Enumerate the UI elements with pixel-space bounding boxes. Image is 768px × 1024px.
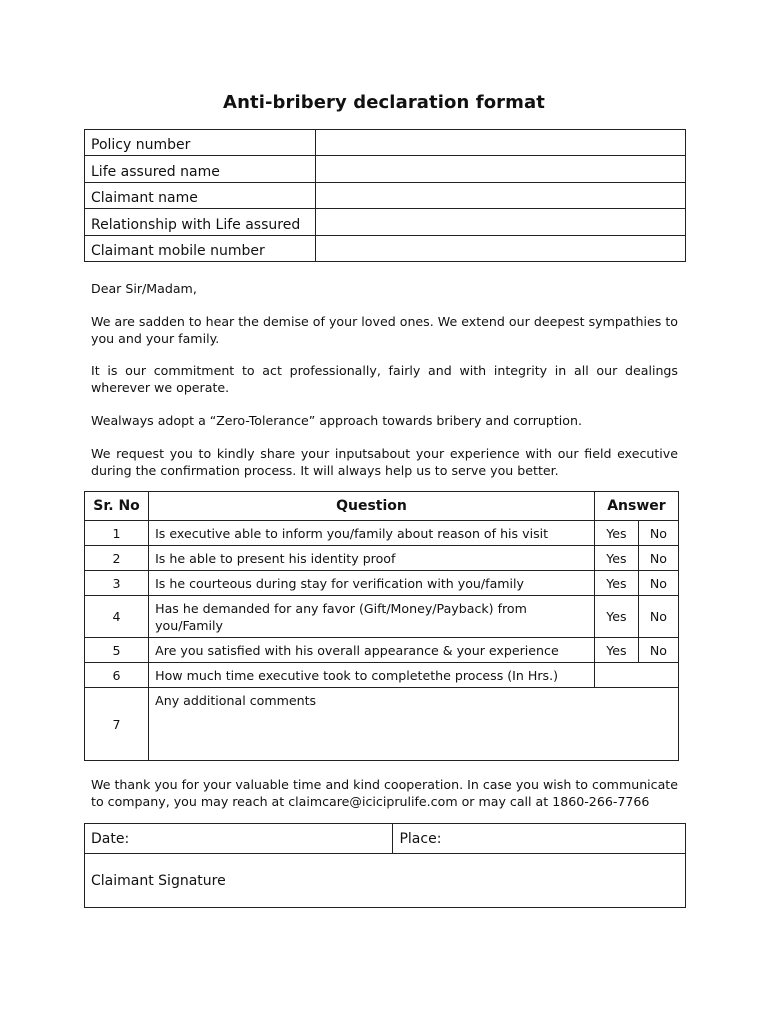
relationship-label: Relationship with Life assured [85, 209, 316, 235]
answer-yes-option[interactable]: Yes [594, 638, 638, 663]
answer-no-option[interactable]: No [638, 596, 678, 638]
claimant-name-field[interactable] [315, 182, 685, 208]
letter-paragraph-commitment: It is our commitment to act professionally, fairly and with integrity in all our dealings wherever we operate. [91, 363, 678, 395]
answer-yes-option[interactable]: Yes [594, 571, 638, 596]
sr-no-header: Sr. No [85, 492, 149, 521]
table-row [85, 688, 679, 761]
claimant-signature-field[interactable]: Claimant Signature [85, 854, 686, 908]
answer-header: Answer [594, 492, 678, 521]
mobile-number-field[interactable] [315, 235, 685, 261]
sr-no-cell: 4 [85, 596, 149, 638]
question-cell: Has he demanded for any favor (Gift/Money/Payback) from you/Family [149, 596, 595, 638]
claimant-name-label: Claimant name [85, 182, 316, 208]
sr-no-cell: 3 [85, 571, 149, 596]
claimant-info-table [84, 129, 686, 262]
answer-yes-option[interactable]: Yes [594, 546, 638, 571]
table-row [85, 571, 679, 596]
answer-no-option[interactable]: No [638, 546, 678, 571]
closing-paragraph: We thank you for your valuable time and kind cooperation. In case you wish to communicate to company, you may reach at claimcare@iciciprulife.com or may call at 1860-266-7766 [91, 777, 678, 809]
question-cell: Are you satisfied with his overall appearance & your experience [149, 638, 595, 663]
relationship-field[interactable] [315, 209, 685, 235]
question-header: Question [149, 492, 595, 521]
page-title: Anti-bribery declaration format [223, 92, 545, 113]
sr-no-cell: 5 [85, 638, 149, 663]
date-place-row [85, 824, 686, 854]
letter-paragraph-zero-tolerance: Wealways adopt a “Zero-Tolerance” approach towards bribery and corruption. [91, 413, 582, 428]
questions-header-row [85, 492, 679, 521]
info-row-relationship [85, 209, 686, 235]
letter-paragraph-sympathy: We are sadden to hear the demise of your loved ones. We extend our deepest sympathies to you and your family. [91, 314, 678, 346]
question-cell: Is executive able to inform you/family about reason of his visit [149, 521, 595, 546]
life-assured-name-field[interactable] [315, 156, 685, 182]
info-row-policy-number [85, 130, 686, 156]
additional-comments-field[interactable]: Any additional comments [149, 688, 679, 761]
policy-number-label: Policy number [85, 130, 316, 156]
signature-table [84, 823, 686, 908]
question-cell: How much time executive took to completethe process (In Hrs.) [149, 663, 595, 688]
answer-yes-option[interactable]: Yes [594, 521, 638, 546]
table-row [85, 521, 679, 546]
questions-table [84, 491, 679, 761]
table-row [85, 596, 679, 638]
time-taken-answer-field[interactable] [594, 663, 678, 688]
letter-salutation: Dear Sir/Madam, [91, 281, 197, 296]
policy-number-field[interactable] [315, 130, 685, 156]
place-field[interactable]: Place: [393, 824, 686, 854]
table-row [85, 663, 679, 688]
sr-no-cell: 7 [85, 688, 149, 761]
life-assured-name-label: Life assured name [85, 156, 316, 182]
sr-no-cell: 2 [85, 546, 149, 571]
table-row [85, 546, 679, 571]
info-row-claimant-name [85, 182, 686, 208]
signature-row [85, 854, 686, 908]
answer-yes-option[interactable]: Yes [594, 596, 638, 638]
answer-no-option[interactable]: No [638, 638, 678, 663]
table-row [85, 638, 679, 663]
letter-paragraph-request: We request you to kindly share your inputsabout your experience with our field executive during the confirmation process. It will always help us to serve you better. [91, 446, 678, 478]
answer-no-option[interactable]: No [638, 521, 678, 546]
answer-no-option[interactable]: No [638, 571, 678, 596]
sr-no-cell: 6 [85, 663, 149, 688]
info-row-mobile-number [85, 235, 686, 261]
info-row-life-assured-name [85, 156, 686, 182]
question-cell: Is he able to present his identity proof [149, 546, 595, 571]
date-field[interactable]: Date: [85, 824, 393, 854]
mobile-number-label: Claimant mobile number [85, 235, 316, 261]
question-cell: Is he courteous during stay for verification with you/family [149, 571, 595, 596]
sr-no-cell: 1 [85, 521, 149, 546]
